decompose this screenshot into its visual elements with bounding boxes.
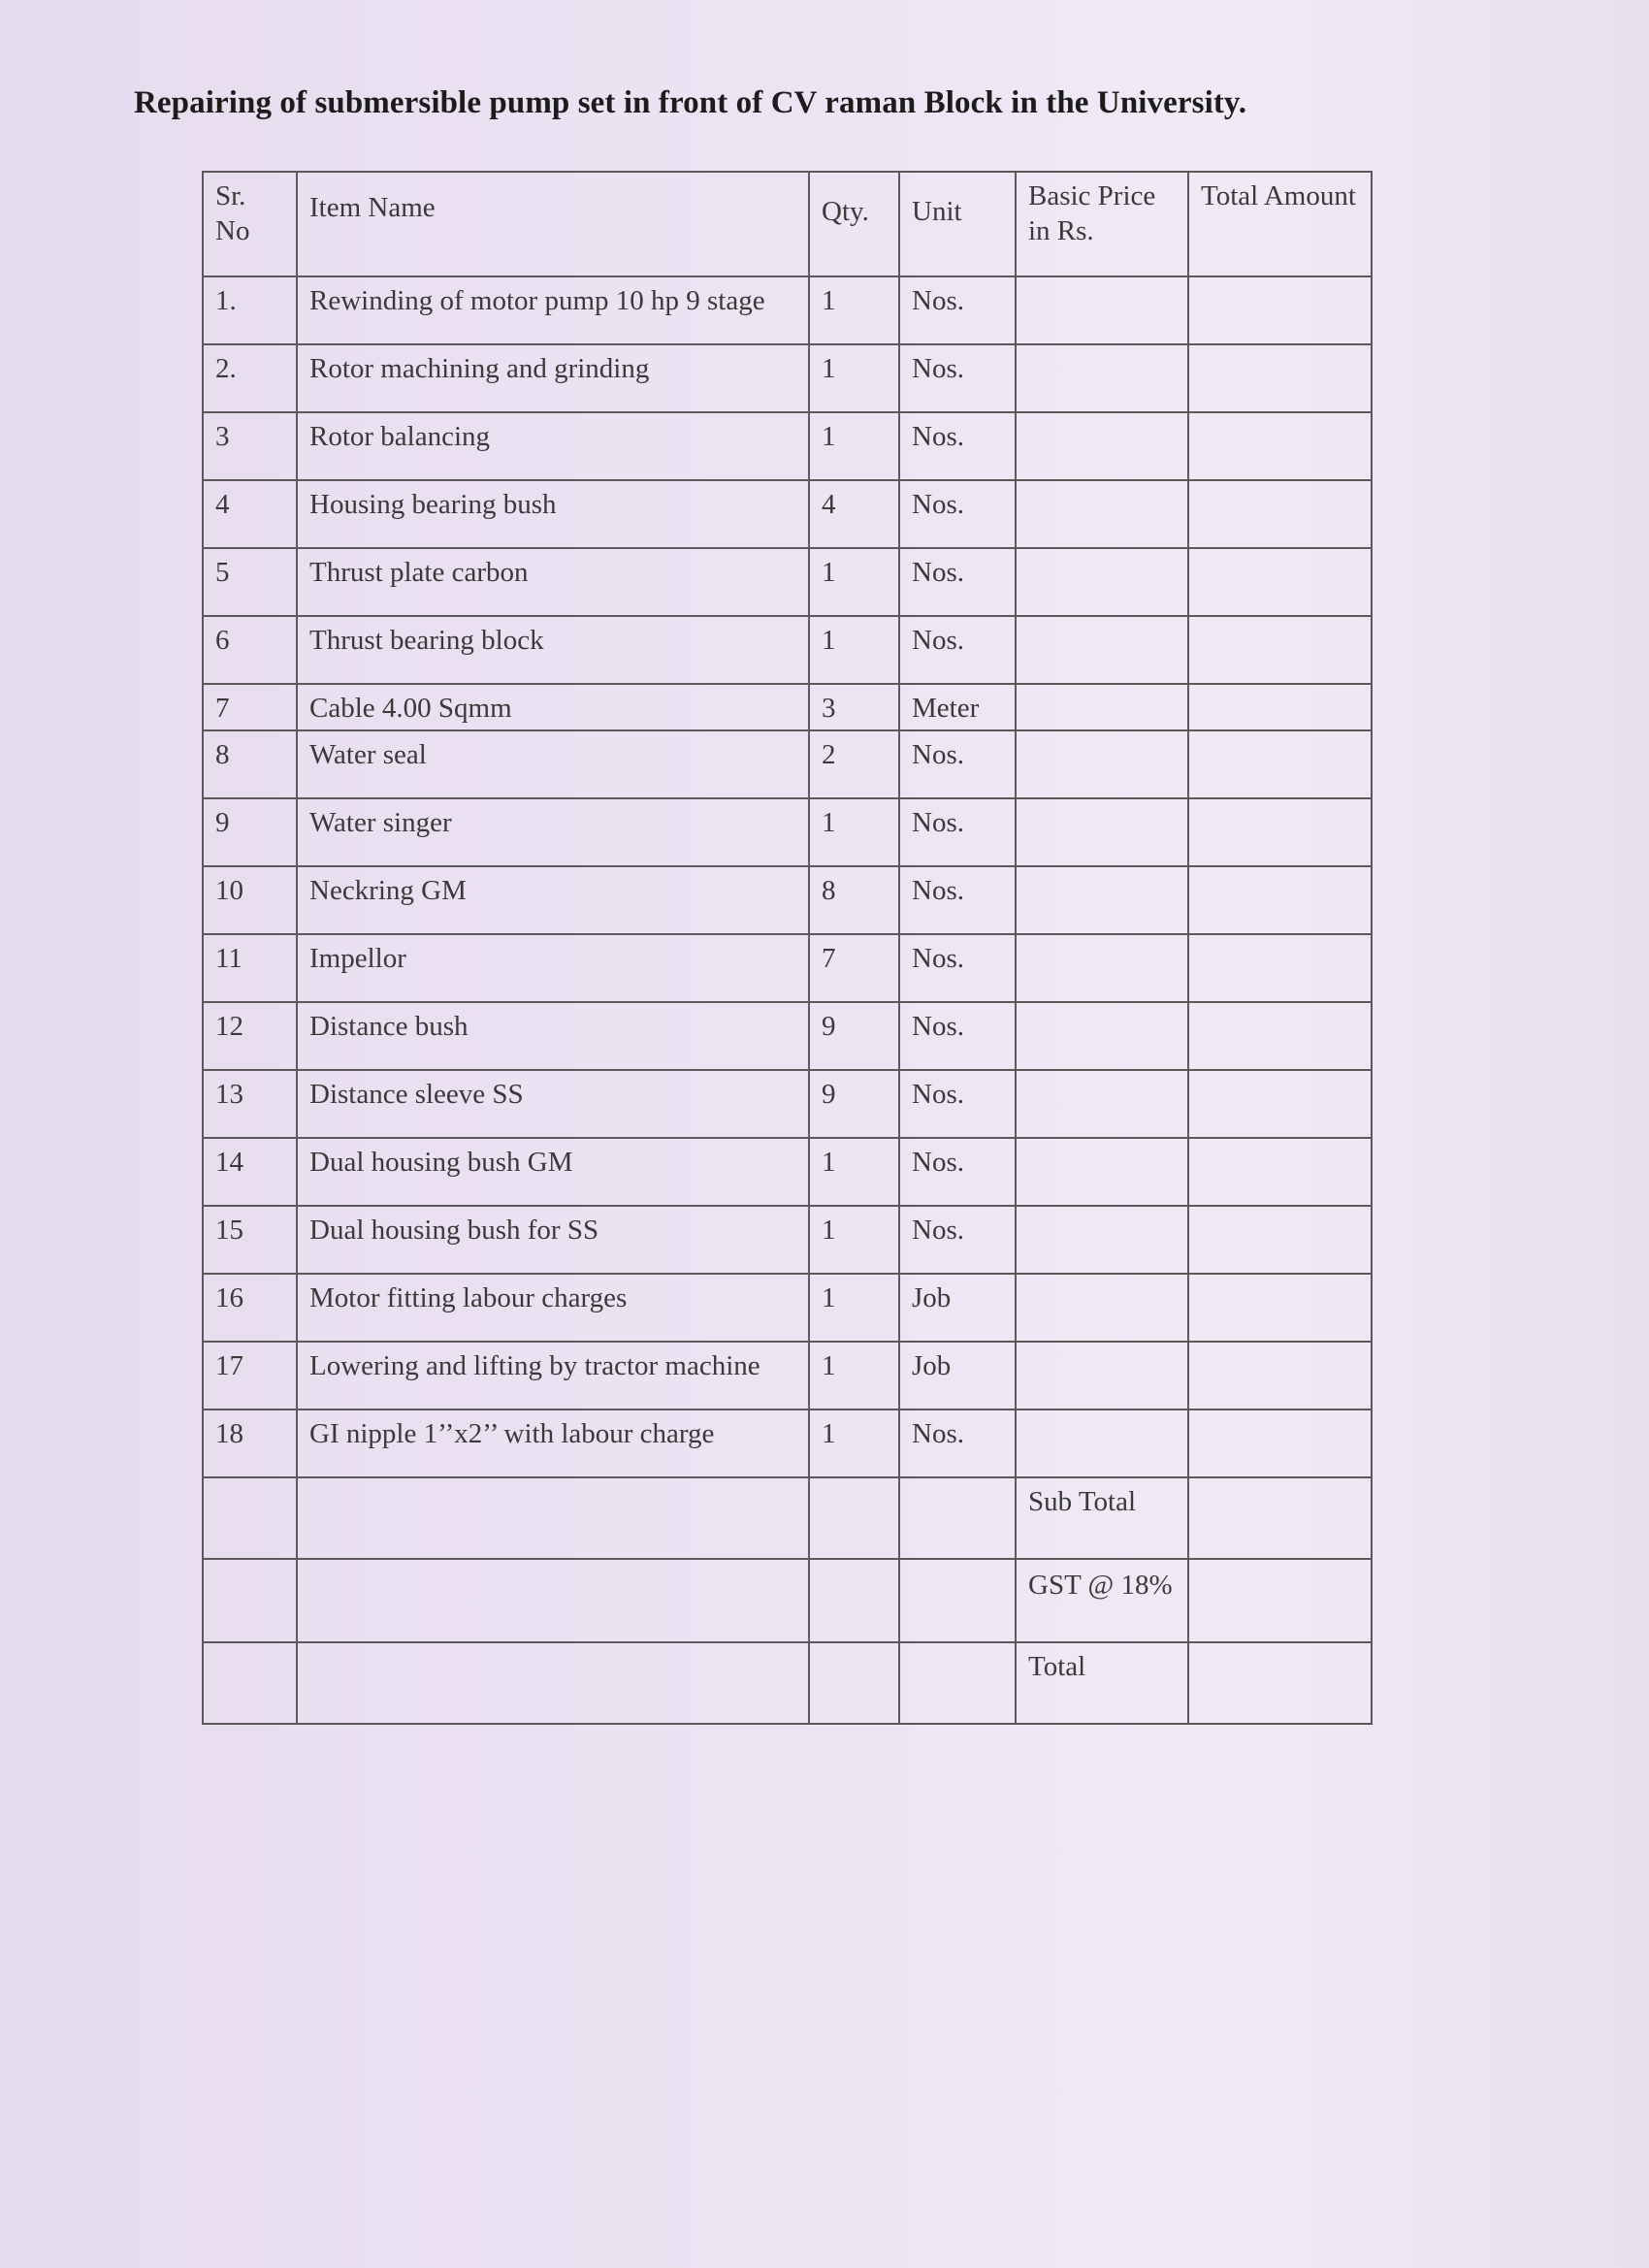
cell-total-amount bbox=[1188, 480, 1372, 548]
cell-unit: Job bbox=[899, 1342, 1016, 1409]
cell-basic-price bbox=[1016, 1206, 1188, 1274]
cell-basic-price bbox=[1016, 866, 1188, 934]
cell-unit: Meter bbox=[899, 684, 1016, 730]
cell-qty: 7 bbox=[809, 934, 899, 1002]
table-row bbox=[203, 616, 1372, 684]
summary-row bbox=[203, 1642, 1372, 1724]
cell-unit: Nos. bbox=[899, 412, 1016, 480]
cell-item-name: Thrust bearing block bbox=[297, 616, 809, 684]
cell-total-amount bbox=[1188, 1409, 1372, 1477]
summary-label: Total bbox=[1016, 1642, 1188, 1724]
cell-qty: 9 bbox=[809, 1002, 899, 1070]
cell-unit: Nos. bbox=[899, 1138, 1016, 1206]
cell-unit: Nos. bbox=[899, 866, 1016, 934]
cell-unit: Nos. bbox=[899, 934, 1016, 1002]
cell-item-name: Distance sleeve SS bbox=[297, 1070, 809, 1138]
cell-total-amount bbox=[1188, 684, 1372, 730]
cell-item-name: Housing bearing bush bbox=[297, 480, 809, 548]
summary-label: Sub Total bbox=[1016, 1477, 1188, 1559]
empty-cell bbox=[203, 1477, 297, 1559]
empty-cell bbox=[297, 1477, 809, 1559]
cell-sr-no: 8 bbox=[203, 730, 297, 798]
cell-total-amount bbox=[1188, 1070, 1372, 1138]
cell-total-amount bbox=[1188, 1342, 1372, 1409]
cell-sr-no: 13 bbox=[203, 1070, 297, 1138]
cell-qty: 1 bbox=[809, 548, 899, 616]
cell-sr-no: 16 bbox=[203, 1274, 297, 1342]
empty-cell bbox=[203, 1559, 297, 1642]
cell-sr-no: 14 bbox=[203, 1138, 297, 1206]
table-row bbox=[203, 934, 1372, 1002]
cell-basic-price bbox=[1016, 1002, 1188, 1070]
header-basic-price: Basic Price in Rs. bbox=[1016, 172, 1188, 276]
document-title: Repairing of submersible pump set in front of CV raman Block in the University. bbox=[134, 85, 1247, 120]
cell-qty: 1 bbox=[809, 1409, 899, 1477]
cell-basic-price bbox=[1016, 412, 1188, 480]
cell-total-amount bbox=[1188, 1002, 1372, 1070]
cell-sr-no: 1. bbox=[203, 276, 297, 344]
cell-unit: Nos. bbox=[899, 1409, 1016, 1477]
header-unit: Unit bbox=[899, 172, 1016, 276]
cell-basic-price bbox=[1016, 1138, 1188, 1206]
cell-qty: 4 bbox=[809, 480, 899, 548]
cell-item-name: Cable 4.00 Sqmm bbox=[297, 684, 809, 730]
cell-qty: 1 bbox=[809, 1342, 899, 1409]
cell-item-name: Impellor bbox=[297, 934, 809, 1002]
table-row bbox=[203, 1002, 1372, 1070]
cell-total-amount bbox=[1188, 344, 1372, 412]
table-row bbox=[203, 1342, 1372, 1409]
cell-unit: Nos. bbox=[899, 798, 1016, 866]
empty-cell bbox=[203, 1642, 297, 1724]
table-row bbox=[203, 480, 1372, 548]
cell-item-name: Water singer bbox=[297, 798, 809, 866]
cell-unit: Nos. bbox=[899, 1070, 1016, 1138]
empty-cell bbox=[899, 1477, 1016, 1559]
cell-item-name: Motor fitting labour charges bbox=[297, 1274, 809, 1342]
cell-basic-price bbox=[1016, 1409, 1188, 1477]
empty-cell bbox=[809, 1559, 899, 1642]
summary-value bbox=[1188, 1477, 1372, 1559]
quotation-table bbox=[202, 171, 1373, 1725]
cell-unit: Nos. bbox=[899, 1002, 1016, 1070]
cell-basic-price bbox=[1016, 730, 1188, 798]
cell-total-amount bbox=[1188, 798, 1372, 866]
cell-basic-price bbox=[1016, 934, 1188, 1002]
cell-basic-price bbox=[1016, 1274, 1188, 1342]
cell-item-name: Neckring GM bbox=[297, 866, 809, 934]
cell-basic-price bbox=[1016, 1070, 1188, 1138]
cell-sr-no: 18 bbox=[203, 1409, 297, 1477]
cell-unit: Nos. bbox=[899, 616, 1016, 684]
cell-basic-price bbox=[1016, 616, 1188, 684]
table-row bbox=[203, 276, 1372, 344]
cell-sr-no: 2. bbox=[203, 344, 297, 412]
cell-qty: 1 bbox=[809, 798, 899, 866]
cell-qty: 1 bbox=[809, 616, 899, 684]
table-row bbox=[203, 1070, 1372, 1138]
cell-basic-price bbox=[1016, 344, 1188, 412]
summary-label: GST @ 18% bbox=[1016, 1559, 1188, 1642]
cell-sr-no: 15 bbox=[203, 1206, 297, 1274]
cell-item-name: Dual housing bush GM bbox=[297, 1138, 809, 1206]
table-header-row bbox=[203, 172, 1372, 276]
empty-cell bbox=[809, 1642, 899, 1724]
table-row bbox=[203, 1409, 1372, 1477]
cell-item-name: GI nipple 1’’x2’’ with labour charge bbox=[297, 1409, 809, 1477]
header-qty: Qty. bbox=[809, 172, 899, 276]
table-row bbox=[203, 798, 1372, 866]
cell-total-amount bbox=[1188, 866, 1372, 934]
cell-sr-no: 17 bbox=[203, 1342, 297, 1409]
cell-qty: 1 bbox=[809, 1206, 899, 1274]
cell-sr-no: 9 bbox=[203, 798, 297, 866]
cell-item-name: Thrust plate carbon bbox=[297, 548, 809, 616]
cell-item-name: Dual housing bush for SS bbox=[297, 1206, 809, 1274]
header-item-name: Item Name bbox=[297, 172, 809, 276]
cell-item-name: Rotor machining and grinding bbox=[297, 344, 809, 412]
cell-basic-price bbox=[1016, 684, 1188, 730]
table-row bbox=[203, 344, 1372, 412]
table-row bbox=[203, 866, 1372, 934]
table-row bbox=[203, 684, 1372, 730]
cell-qty: 8 bbox=[809, 866, 899, 934]
cell-qty: 1 bbox=[809, 1138, 899, 1206]
table-row bbox=[203, 1138, 1372, 1206]
cell-item-name: Water seal bbox=[297, 730, 809, 798]
cell-unit: Nos. bbox=[899, 548, 1016, 616]
cell-item-name: Rewinding of motor pump 10 hp 9 stage bbox=[297, 276, 809, 344]
cell-sr-no: 10 bbox=[203, 866, 297, 934]
summary-row bbox=[203, 1477, 1372, 1559]
cell-total-amount bbox=[1188, 412, 1372, 480]
cell-sr-no: 6 bbox=[203, 616, 297, 684]
empty-cell bbox=[297, 1559, 809, 1642]
cell-item-name: Lowering and lifting by tractor machine bbox=[297, 1342, 809, 1409]
cell-qty: 2 bbox=[809, 730, 899, 798]
cell-total-amount bbox=[1188, 616, 1372, 684]
cell-qty: 1 bbox=[809, 412, 899, 480]
cell-basic-price bbox=[1016, 798, 1188, 866]
cell-unit: Nos. bbox=[899, 730, 1016, 798]
table-row bbox=[203, 1274, 1372, 1342]
cell-unit: Nos. bbox=[899, 344, 1016, 412]
cell-unit: Job bbox=[899, 1274, 1016, 1342]
empty-cell bbox=[809, 1477, 899, 1559]
cell-unit: Nos. bbox=[899, 480, 1016, 548]
summary-value bbox=[1188, 1559, 1372, 1642]
cell-item-name: Distance bush bbox=[297, 1002, 809, 1070]
cell-sr-no: 11 bbox=[203, 934, 297, 1002]
cell-qty: 1 bbox=[809, 1274, 899, 1342]
summary-row bbox=[203, 1559, 1372, 1642]
table-row bbox=[203, 548, 1372, 616]
cell-qty: 1 bbox=[809, 276, 899, 344]
cell-total-amount bbox=[1188, 730, 1372, 798]
cell-qty: 1 bbox=[809, 344, 899, 412]
empty-cell bbox=[297, 1642, 809, 1724]
cell-total-amount bbox=[1188, 1206, 1372, 1274]
table-row bbox=[203, 412, 1372, 480]
header-sr-no: Sr. No bbox=[203, 172, 297, 276]
empty-cell bbox=[899, 1642, 1016, 1724]
cell-sr-no: 3 bbox=[203, 412, 297, 480]
summary-value bbox=[1188, 1642, 1372, 1724]
cell-item-name: Rotor balancing bbox=[297, 412, 809, 480]
table-row bbox=[203, 1206, 1372, 1274]
cell-sr-no: 4 bbox=[203, 480, 297, 548]
cell-total-amount bbox=[1188, 276, 1372, 344]
cell-sr-no: 12 bbox=[203, 1002, 297, 1070]
cell-sr-no: 7 bbox=[203, 684, 297, 730]
cell-sr-no: 5 bbox=[203, 548, 297, 616]
empty-cell bbox=[899, 1559, 1016, 1642]
cell-basic-price bbox=[1016, 276, 1188, 344]
cell-total-amount bbox=[1188, 1274, 1372, 1342]
cell-basic-price bbox=[1016, 480, 1188, 548]
cell-unit: Nos. bbox=[899, 276, 1016, 344]
cell-qty: 9 bbox=[809, 1070, 899, 1138]
cell-total-amount bbox=[1188, 1138, 1372, 1206]
cell-total-amount bbox=[1188, 934, 1372, 1002]
cell-qty: 3 bbox=[809, 684, 899, 730]
cell-basic-price bbox=[1016, 548, 1188, 616]
header-total-amount: Total Amount bbox=[1188, 172, 1372, 276]
cell-total-amount bbox=[1188, 548, 1372, 616]
cell-unit: Nos. bbox=[899, 1206, 1016, 1274]
cell-basic-price bbox=[1016, 1342, 1188, 1409]
table-row bbox=[203, 730, 1372, 798]
